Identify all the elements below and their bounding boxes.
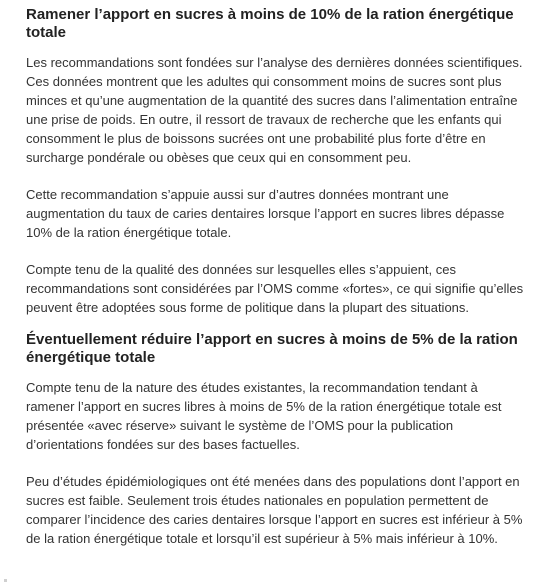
section-heading: Éventuellement réduire l’apport en sucres à moins de 5% de la ration énergétique totale [26, 331, 518, 366]
paragraph: Compte tenu de la nature des études existantes, la recommandation tendant à ramener l’apport en sucres libres à moins de 5% de la ration énergétique totale est présentée «avec réserve» suivant le système de l’OMS pour la publication d’orientations fondées sur des bases factuelles. [26, 380, 502, 452]
page-edge-marker [4, 579, 7, 582]
paragraph: Cette recommandation s’appuie aussi sur d’autres données montrant une augmentation du taux de caries dentaires lorsque l’apport en sucres libres dépasse 10% de la ration énergétique totale. [26, 187, 505, 240]
section-heading: Ramener l’apport en sucres à moins de 10% de la ration énergétique totale [26, 6, 514, 41]
section-sugar-5-percent [26, 331, 526, 548]
paragraph: Compte tenu de la qualité des données sur lesquelles elles s’appuient, ces recommandations sont considérées par l’OMS comme «fortes», ce qui signifie qu’elles peuvent être adoptées sous forme de politique dans la plupart des situations. [26, 262, 524, 315]
paragraph: Peu d’études épidémiologiques ont été menées dans des populations dont l’apport en sucres est faible. Seulement trois études nationales en population permettent de comparer l’incidence des caries dentaires lorsque l’apport en sucres est inférieur à 5% de la ration énergétique totale et lorsqu’il est supérieur à 5% mais inférieur à 10%. [26, 474, 523, 546]
section-sugar-10-percent [26, 6, 526, 317]
article-body [26, 6, 526, 566]
paragraph: Les recommandations sont fondées sur l’analyse des dernières données scientifiques. Ces données montrent que les adultes qui consomment moins de sucres sont plus minces et qu’une augmentation de la quantité des sucres dans l’alimentation entraîne une prise de poids. En outre, il ressort de travaux de recherche que les enfants qui consomment le plus de boissons sucrées ont une probabilité plus forte d’être en surcharge pondérale ou obèses que ceux qui en consomment peu. [26, 55, 523, 165]
